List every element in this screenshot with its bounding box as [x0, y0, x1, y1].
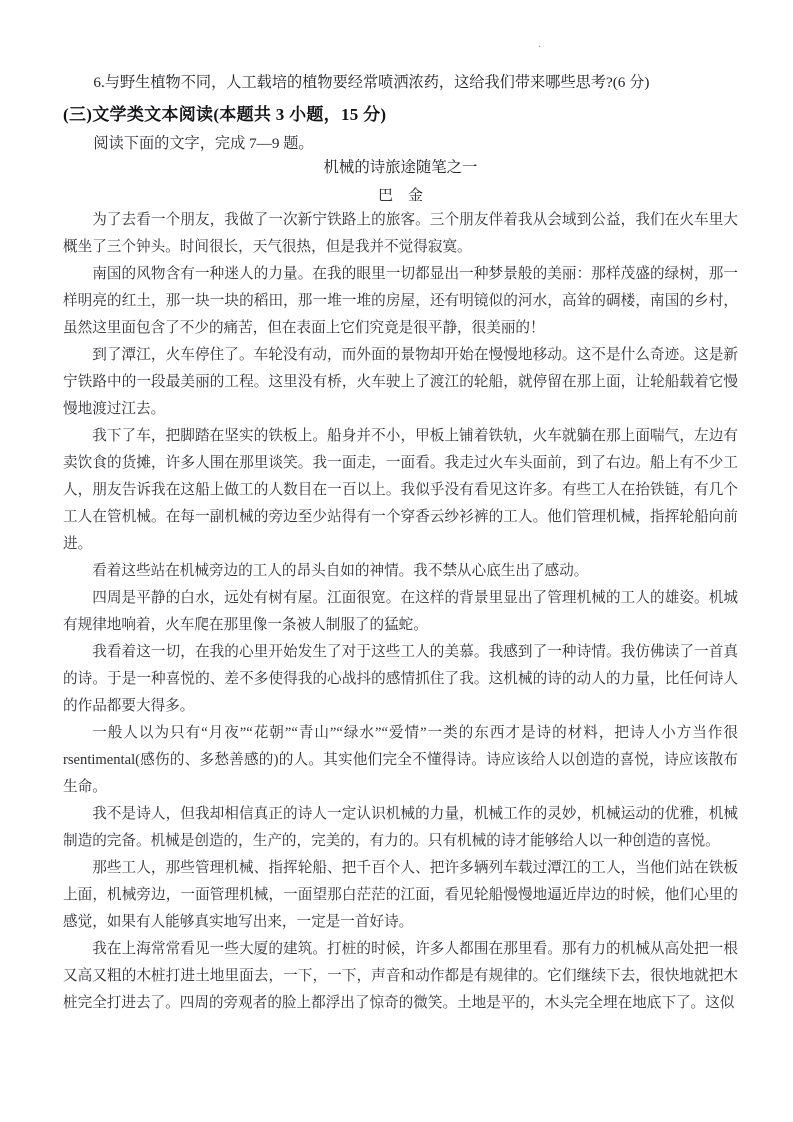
paragraph: 四周是平静的白水，远处有树有屋。江面很宽。在这样的背景里显出了管理机械的工人的雄姿。机城有规律地响着，火车爬在那里像一条被人制服了的猛蛇。: [63, 590, 738, 633]
stray-scan-mark: .: [538, 36, 541, 50]
paragraph: 我在上海常常看见一些大厦的建筑。打桩的时候，许多人都围在那里看。那有力的机械从高处把一根又高又粗的木桩打进土地里面去，一下，一下，声音和动作都是有规律的。它们继续下去，很快地就把木桩完全打进去了。四周的旁观者的脸上都浮出了惊奇的微笑。土地是平的，木头完全埋在地底下了。这似: [63, 941, 738, 1011]
passage-title: 机械的诗旅途随笔之一: [323, 159, 478, 176]
paragraph: 我不是诗人，但我却相信真正的诗人一定认识机械的力量，机械工作的灵妙，机械运动的优雅，机械制造的完备。机械是创造的，生产的，完美的，有力的。只有机械的诗才能够给人以一种创造的喜悦。: [63, 806, 738, 849]
paragraph: 那些工人，那些管理机械、指挥轮船、把千百个人、把许多辆列车载过潭江的工人，当他们站在铁板上面，机械旁边，一面管理机械，一面望那白茫茫的江面，看见轮船慢慢地逼近岸边的时候，他们心里的感觉，如果有人能够真实地写出来，一定是一首好诗。: [63, 860, 738, 930]
paragraph: 我看着这一切，在我的心里开始发生了对于这些工人的美慕。我感到了一种诗情。我仿佛读了一首真的诗。于是一种喜悦的、差不多使得我的心战抖的感情抓住了我。这机械的诗的动人的力量，比任何诗人的作品都要大得多。: [63, 644, 738, 714]
reading-instruction: 阅读下面的文字，完成 7—9 题。: [93, 135, 314, 152]
paragraph: 一般人以为只有“月夜”“花朝”“青山”“绿水”“爱情”一类的东西才是诗的材料，把诗人小方当作很 rsentimental(感伤的、多愁善感的)的人。其实他们完全不懂得诗。诗应该给人以创造的喜悦，诗应该散布生命。: [63, 725, 738, 795]
paragraph: 看着这些站在机械旁边的工人的昂头自如的神情。我不禁从心底生出了感动。: [92, 563, 589, 579]
passage-body: [63, 207, 738, 1017]
paragraph: 为了去看一个朋友，我做了一次新宁铁路上的旅客。三个朋友伴着我从会域到公益，我们在火车里大概坐了三个钟头。时间很长，天气很热，但是我并不觉得寂寞。: [63, 212, 738, 255]
paragraph: 到了潭江，火车停住了。车轮没有动，而外面的景物却开始在慢慢地移动。这不是什么奇迹。这是新宁铁路中的一段最美丽的工程。这里没有桥，火车驶上了渡江的轮船，就停留在那上面，让轮船载着它慢慢地渡过江去。: [63, 347, 738, 417]
passage-author: 巴 金: [377, 188, 423, 204]
question-6: 6.与野生植物不同，人工载培的植物要经常喷洒浓药，这给我们带来哪些思考?(6 分): [93, 74, 650, 91]
paragraph: 我下了车，把脚踏在坚实的铁板上。船身并不小，甲板上铺着铁轨，火车就躺在那上面喘气，左边有卖饮食的货摊，许多人围在那里谈笑。我一面走，一面看。我走过火车头面前，到了右边。船上有不少工人，朋友告诉我在这船上做工的人数目在一百以上。我似乎没有看见这许多。有些工人在抬铁链，有几个工人在管机械。在每一副机械的旁边至少站得有一个穿香云纱衫裤的工人。他们管理机械，指挥轮船向前进。: [63, 428, 738, 552]
paragraph: 南国的风物含有一种迷人的力量。在我的眼里一切都显出一种梦景般的美丽：那样茂盛的绿树，那一样明亮的红土，那一块一块的稻田，那一堆一堆的房屋，还有明镜似的河水，高耸的碉楼，南国的乡村，虽然这里面包含了不少的痛苦，但在表面上它们究竟是很平静，很美丽的！: [63, 266, 738, 336]
section-heading: (三)文学类文本阅读(本题共 3 小题，15 分): [63, 105, 387, 124]
page-content: [63, 72, 738, 1017]
